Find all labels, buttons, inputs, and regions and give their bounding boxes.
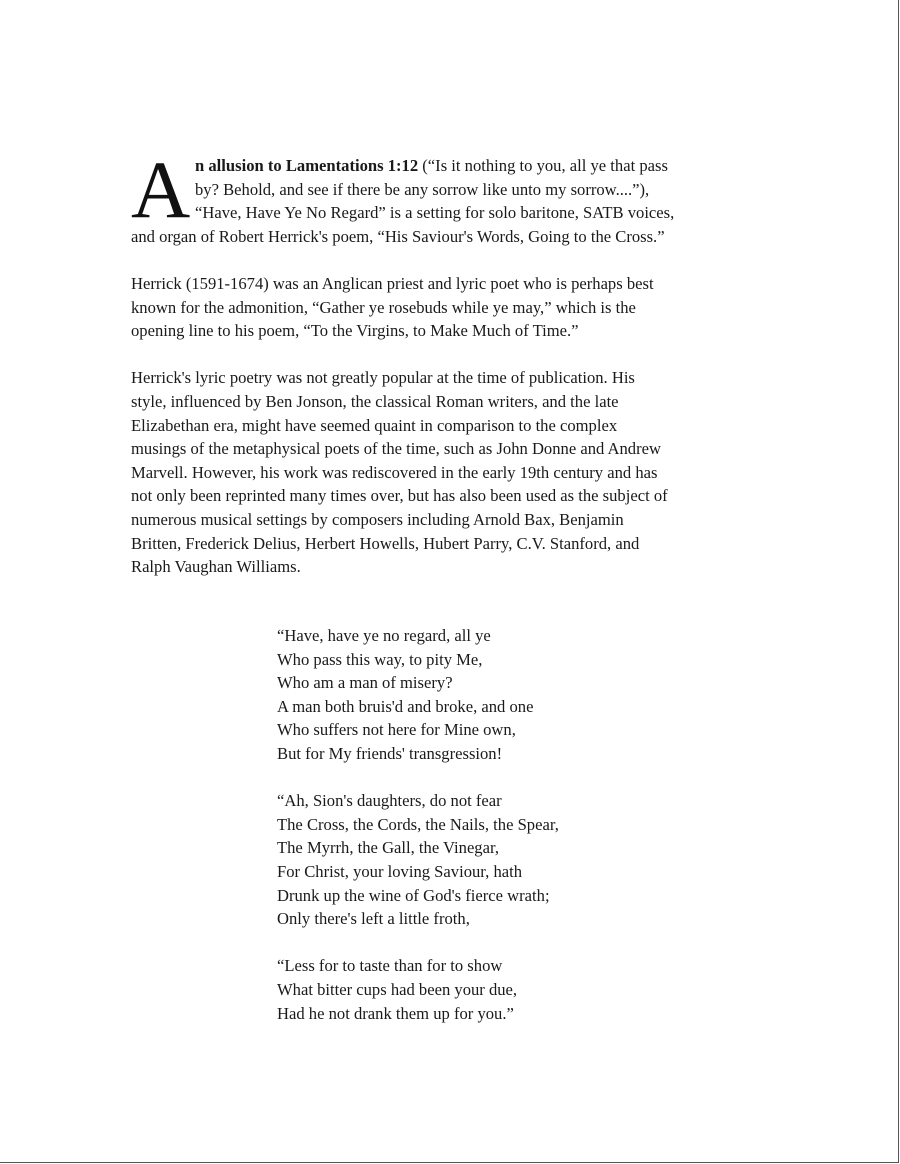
paragraph-line: known for the admonition, “Gather ye rosebuds while ye may,” which is the [131,297,636,317]
poem-line: “Less for to taste than for to show [277,956,503,976]
poem-stanza-3 [277,954,559,1025]
intro-line-3: “Have, Have Ye No Regard” is a setting for solo baritone, SATB voices, [195,203,675,223]
paragraph-line: Britten, Frederick Delius, Herbert Howells, Hubert Parry, C.V. Stanford, and [131,533,640,553]
poem [277,624,559,1049]
poem-line: Drunk up the wine of God's fierce wrath; [277,885,550,905]
poem-line: Had he not drank them up for you.” [277,1003,514,1023]
paragraph-line: musings of the metaphysical poets of the time, such as John Donne and Andrew [131,439,661,459]
paragraph-herrick-bio [131,272,771,343]
poem-line: Who suffers not here for Mine own, [277,720,516,740]
body-text [131,144,771,602]
intro-line-1 [131,154,771,178]
poem-line: But for My friends' transgression! [277,743,503,763]
paragraph-line: Ralph Vaughan Williams. [131,557,301,577]
poem-line: Who pass this way, to pity Me, [277,649,483,669]
drop-cap: A [131,144,191,235]
poem-stanza-1 [277,624,559,766]
paragraph-line: Elizabethan era, might have seemed quaint in comparison to the complex [131,415,618,435]
intro-line-2: by? Behold, and see if there be any sorrow like unto my sorrow....”), [195,179,650,199]
intro-line-1-rest: (“Is it nothing to you, all ye that pass [418,156,668,175]
paragraph-line: not only been reprinted many times over, but has also been used as the subject of [131,486,668,506]
poem-line: Who am a man of misery? [277,673,453,693]
poem-stanza-2 [277,789,559,931]
poem-line: A man both bruis'd and broke, and one [277,696,534,716]
paragraph-line: numerous musical settings by composers including Arnold Bax, Benjamin [131,509,624,529]
poem-line: “Have, have ye no regard, all ye [277,626,491,645]
paragraph-line: Herrick (1591-1674) was an Anglican priest and lyric poet who is perhaps best [131,273,654,293]
intro-line-4: and organ of Robert Herrick's poem, “His Saviour's Words, Going to the Cross.” [131,226,665,246]
poem-line: What bitter cups had been your due, [277,979,518,999]
intro-lead-bold: n allusion to Lamentations 1:12 [195,156,419,175]
poem-line: Only there's left a little froth, [277,909,470,929]
paragraph-line: opening line to his poem, “To the Virgins, to Make Much of Time.” [131,321,579,341]
poem-line: “Ah, Sion's daughters, do not fear [277,791,502,811]
intro-paragraph [131,144,771,248]
poem-line: The Myrrh, the Gall, the Vinegar, [277,838,499,858]
paragraph-line: style, influenced by Ben Jonson, the classical Roman writers, and the late [131,391,619,411]
paragraph-line: Herrick's lyric poetry was not greatly popular at the time of publication. His [131,368,635,388]
paragraph-line: Marvell. However, his work was rediscovered in the early 19th century and has [131,462,658,482]
paragraph-herrick-legacy [131,366,771,578]
poem-line: For Christ, your loving Saviour, hath [277,861,523,881]
poem-line: The Cross, the Cords, the Nails, the Spear, [277,814,559,834]
